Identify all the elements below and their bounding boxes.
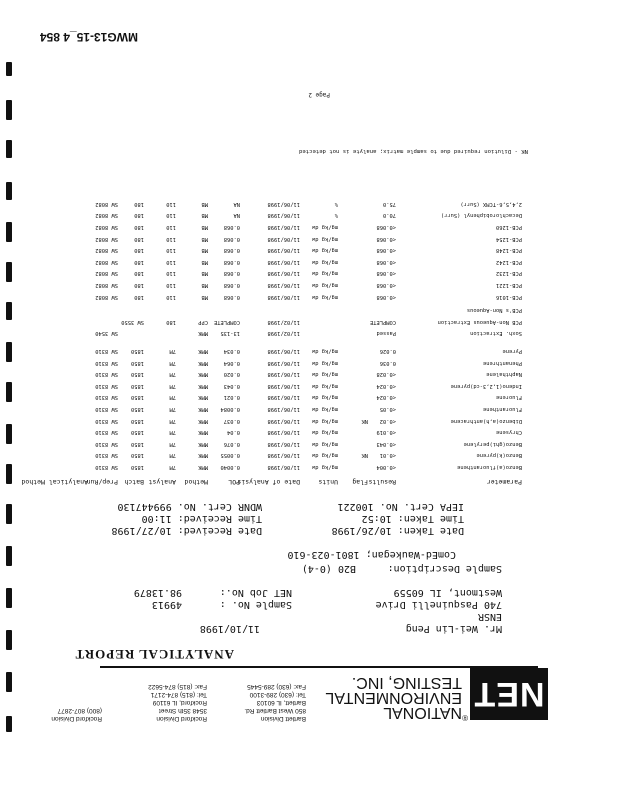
result-cell: MB <box>201 247 208 254</box>
wdnr-cert: WDNR Cert. No. 999447130 <box>117 501 262 512</box>
result-cell: mg/kg dw <box>312 258 338 265</box>
result-cell: MB <box>201 282 208 288</box>
result-cell: 11/06/1998 <box>267 293 300 300</box>
result-cell: SW 8310 <box>95 348 118 354</box>
result-cell: 7M <box>169 348 176 354</box>
parameter-cell: Fluorene <box>496 394 522 401</box>
result-cell: SW 3550 <box>121 318 144 325</box>
result-cell: SW 8082 <box>95 200 118 207</box>
result-cell: 70.0 <box>383 212 396 219</box>
result-cell: mg/kg dw <box>312 224 338 230</box>
result-cell: 11/06/1998 <box>267 382 300 389</box>
result-cell: mg/kg dw <box>312 270 338 277</box>
result-cell: mg/kg dw <box>312 247 338 254</box>
sample-description-value: B20 (0-4) <box>301 563 356 574</box>
result-cell: 0.034 <box>223 348 240 354</box>
result-cell: 11/06/1998 <box>267 452 300 459</box>
result-cell: <0.024 <box>376 394 396 401</box>
sample-description-label: Sample Description: <box>387 563 502 574</box>
result-cell: 180 <box>134 293 144 300</box>
division-toll-free: Rockford Division (800) 807-2877 <box>51 707 102 722</box>
result-cell: 11/06/1998 <box>267 212 300 219</box>
result-cell: 11/06/1998 <box>267 258 300 265</box>
result-cell: 110 <box>166 282 176 288</box>
result-cell: <0.019 <box>376 429 396 436</box>
date-received: Date Received: 10/27/1998 <box>111 525 262 536</box>
result-cell: 110 <box>166 200 176 207</box>
page-number: Page 2 <box>308 91 330 98</box>
result-cell: 0.068 <box>223 247 240 254</box>
result-cell: <0.068 <box>376 270 396 277</box>
iepa-cert: IEPA Cert. No. 100221 <box>337 501 464 512</box>
result-cell: SW 8310 <box>95 417 118 424</box>
scan-mark <box>6 424 12 444</box>
result-cell: 180 <box>134 212 144 219</box>
result-cell: SW 8082 <box>95 224 118 230</box>
result-cell: 7M <box>169 382 176 389</box>
result-cell: 180 <box>134 247 144 254</box>
scan-mark <box>6 222 12 242</box>
result-cell: NA <box>233 200 240 207</box>
result-cell: 11/06/1998 <box>267 429 300 436</box>
result-cell: mg/kg dw <box>312 371 338 378</box>
parameter-cell: Benzo(ghi)perylene <box>463 440 522 447</box>
result-cell: 7M <box>169 429 176 436</box>
result-cell: <0.068 <box>376 224 396 230</box>
result-cell: 180 <box>134 235 144 242</box>
result-cell: COMPLETE <box>370 318 396 325</box>
result-cell: MMK <box>198 371 208 378</box>
col-method: Method <box>184 478 208 486</box>
scan-mark <box>6 140 12 158</box>
time-taken: Time Taken: 10:52 <box>361 513 464 524</box>
result-cell: SW 8310 <box>95 429 118 436</box>
result-cell: 0.068 <box>223 282 240 288</box>
result-cell: 180 <box>134 282 144 288</box>
col-analytical-method: Analytical Method <box>21 478 88 486</box>
result-cell: MMK <box>198 359 208 366</box>
result-cell: % <box>334 212 338 219</box>
result-cell: NK <box>361 417 368 424</box>
result-cell: 1850 <box>131 417 144 424</box>
result-cell: mg/kg dw <box>312 282 338 288</box>
result-cell: 180 <box>134 224 144 230</box>
result-cell: mg/kg dw <box>312 464 338 470</box>
parameter-cell: Pyrene <box>502 348 522 354</box>
parameter-cell: PCB-1242 <box>496 258 522 265</box>
result-cell: 11/06/1998 <box>267 348 300 354</box>
result-cell: mg/kg dw <box>312 417 338 424</box>
result-cell: 180 <box>134 258 144 265</box>
parameter-cell: PCB-1248 <box>496 247 522 254</box>
result-cell: 11/06/1998 <box>267 371 300 378</box>
division-bartlett: Bartlett Division 850 West Bartlett Rd. Bartlett, IL 60103 Tel: (630) 289-3100 Fax: (630) 289-5445 <box>244 683 306 722</box>
result-cell: 1850 <box>131 429 144 436</box>
parameter-cell: Benzo(k)pyrene <box>476 452 522 459</box>
scan-mark <box>6 464 12 484</box>
parameter-cell: Decachlorobiphenyl (Surr) <box>440 212 522 219</box>
result-cell: 110 <box>166 247 176 254</box>
result-cell: 0.0055 <box>220 452 240 459</box>
result-cell: 13-135 <box>220 330 240 337</box>
date-taken: Date Taken: 10/26/1998 <box>331 525 464 536</box>
result-cell: 7M <box>169 440 176 447</box>
result-cell: mg/kg dw <box>312 359 338 366</box>
result-cell: mg/kg dw <box>312 440 338 447</box>
result-cell: 11/02/1998 <box>267 330 300 337</box>
result-cell: MMK <box>198 394 208 401</box>
parameter-cell: Dibenzo(a,h)anthracene <box>450 417 522 424</box>
client-name: Mr. Wei-Lin Peng <box>405 623 502 634</box>
result-cell: 0.068 <box>223 224 240 230</box>
job-no: 98.13879 <box>133 587 182 598</box>
result-cell: SW 3540 <box>95 330 118 337</box>
col-parameter: Parameter <box>486 478 522 486</box>
col-batch: Batch <box>124 478 144 486</box>
result-cell: 0.068 <box>223 293 240 300</box>
result-cell: MB <box>201 270 208 277</box>
result-cell: SW 8310 <box>95 464 118 470</box>
result-cell: 11/06/1998 <box>267 406 300 412</box>
result-cell: NK <box>361 452 368 459</box>
result-cell: 7M <box>169 394 176 401</box>
result-cell: SW 8310 <box>95 371 118 378</box>
result-cell: SW 8310 <box>95 382 118 389</box>
net-logo: NET <box>470 668 548 720</box>
result-cell: MB <box>201 200 208 207</box>
result-cell: MB <box>201 224 208 230</box>
result-cell: SW 8310 <box>95 452 118 459</box>
result-cell: 1850 <box>131 348 144 354</box>
sample-no-label: Sample No. : <box>219 599 292 610</box>
parameter-cell: PCB Non-Aqueous Extraction <box>437 318 522 325</box>
result-cell: SW 8082 <box>95 282 118 288</box>
result-cell: mg/kg dw <box>312 382 338 389</box>
result-cell: 7M <box>169 452 176 459</box>
scan-mark <box>6 382 12 402</box>
result-cell: 11/06/1998 <box>267 247 300 254</box>
result-cell: <0.024 <box>376 382 396 389</box>
result-cell: 1850 <box>131 452 144 459</box>
scan-mark <box>6 546 12 566</box>
result-cell: 11/06/1998 <box>267 270 300 277</box>
result-cell: mg/kg dw <box>312 348 338 354</box>
scan-mark <box>6 262 12 282</box>
result-cell: <0.068 <box>376 293 396 300</box>
result-cell: 1850 <box>131 371 144 378</box>
result-cell: MMK <box>198 330 208 337</box>
result-cell: 0.0040 <box>220 464 240 470</box>
result-cell: 0.068 <box>223 270 240 277</box>
result-cell: mg/kg dw <box>312 235 338 242</box>
col-analyst: Analyst <box>148 478 176 486</box>
bates-stamp: MWG13-15_4 854 <box>39 30 138 44</box>
result-cell: <0.068 <box>376 282 396 288</box>
col-units: Units <box>318 478 338 486</box>
result-cell: 0.043 <box>223 382 240 389</box>
result-cell: mg/kg dw <box>312 293 338 300</box>
result-cell: 11/06/1998 <box>267 224 300 230</box>
parameter-cell: PCB-1232 <box>496 270 522 277</box>
col-flag: Flag <box>352 478 368 486</box>
result-cell: 0.068 <box>223 258 240 265</box>
result-cell: 1850 <box>131 394 144 401</box>
scan-mark <box>6 100 12 120</box>
scan-mark <box>6 588 12 608</box>
result-cell: <0.01 <box>379 452 396 459</box>
result-cell: <0.068 <box>376 258 396 265</box>
result-cell: 7M <box>169 417 176 424</box>
result-cell: MB <box>201 258 208 265</box>
result-cell: MMK <box>198 429 208 436</box>
result-cell: 11/06/1998 <box>267 464 300 470</box>
scan-mark <box>6 630 12 650</box>
result-cell: 1850 <box>131 382 144 389</box>
letterhead-rule <box>100 666 538 668</box>
result-cell: MMK <box>198 464 208 470</box>
result-cell: MB <box>201 235 208 242</box>
result-cell: 11/06/1998 <box>267 235 300 242</box>
sample-description-site: ComEd-Waukegan; 1801-023-610 <box>287 549 456 560</box>
result-cell: NA <box>233 212 240 219</box>
result-cell: 7M <box>169 359 176 366</box>
result-cell: <0.068 <box>376 247 396 254</box>
result-cell: MMK <box>198 406 208 412</box>
result-cell: 0.026 <box>379 348 396 354</box>
scan-mark <box>6 504 12 524</box>
result-cell: 0.037 <box>223 417 240 424</box>
sample-no: 49913 <box>151 599 182 610</box>
result-cell: mg/kg dw <box>312 429 338 436</box>
parameter-cell: Soxh. Extraction <box>470 330 522 337</box>
result-cell: MMK <box>198 452 208 459</box>
result-cell: MMK <box>198 417 208 424</box>
result-cell: mg/kg dw <box>312 406 338 412</box>
result-cell: SW 8310 <box>95 406 118 412</box>
result-cell: <0.004 <box>376 464 396 470</box>
result-cell: SW 8310 <box>95 359 118 366</box>
result-cell: 0.021 <box>223 394 240 401</box>
client-company: ENSR <box>477 611 502 622</box>
result-cell: 0.064 <box>223 359 240 366</box>
col-results: Results <box>368 478 396 486</box>
parameter-cell: Chrysene <box>496 429 522 436</box>
result-cell: mg/kg dw <box>312 394 338 401</box>
parameter-cell: PCB-1254 <box>496 235 522 242</box>
result-cell: MMK <box>198 348 208 354</box>
report-date: 11/10/1998 <box>199 623 260 634</box>
result-cell: <0.043 <box>376 440 396 447</box>
client-city: Westmont, IL 60559 <box>393 587 502 598</box>
division-rockford: Rockford Division 3548 35th Street Rockford, IL 61109 Tel: (815) 874-2171 Fax: (815) 874-5622 <box>148 683 207 722</box>
company-name-line-2: ENVIRONMENTAL <box>325 689 462 706</box>
result-cell: 0.020 <box>223 371 240 378</box>
result-cell: COMPLETE <box>214 318 240 325</box>
scan-mark <box>6 716 12 732</box>
result-cell: SW 8310 <box>95 440 118 447</box>
result-cell: mg/kg dw <box>312 452 338 459</box>
result-cell: Passed <box>376 330 396 337</box>
result-cell: 11/06/1998 <box>267 440 300 447</box>
result-cell: <0.05 <box>379 406 396 412</box>
company-name-line-3: TESTING, INC. <box>351 674 462 691</box>
col-prep-run: Prep/Run <box>86 478 118 486</box>
parameter-cell: Indeno(1,2,3-cd)pyrene <box>450 382 522 389</box>
result-cell: MMK <box>198 382 208 389</box>
result-cell: SW 8082 <box>95 247 118 254</box>
result-cell: 0.076 <box>223 440 240 447</box>
result-cell: 7M <box>169 371 176 378</box>
scan-mark <box>6 672 12 692</box>
result-cell: 0.068 <box>223 235 240 242</box>
result-cell: 0.0084 <box>220 406 240 412</box>
result-cell: <0.02 <box>379 417 396 424</box>
result-cell: 110 <box>166 224 176 230</box>
result-cell: 180 <box>134 270 144 277</box>
result-cell: 1850 <box>131 440 144 447</box>
result-cell: <0.028 <box>376 371 396 378</box>
result-cell: MB <box>201 212 208 219</box>
parameter-cell: PCB-1260 <box>496 224 522 230</box>
result-cell: 110 <box>166 212 176 219</box>
result-cell: 1850 <box>131 406 144 412</box>
result-cell: 110 <box>166 258 176 265</box>
result-cell: 110 <box>166 270 176 277</box>
col-date-of-analysis: Date of Analysis <box>237 478 300 486</box>
result-cell: 11/06/1998 <box>267 200 300 207</box>
parameter-cell: PCB-1016 <box>496 293 522 300</box>
parameter-cell: Naphthalene <box>486 371 522 378</box>
company-name-line-1: NATIONAL <box>383 704 462 721</box>
result-cell: 75.0 <box>383 200 396 207</box>
result-cell: 11/02/1998 <box>267 318 300 325</box>
result-cell: 180 <box>134 200 144 207</box>
result-cell: 0.036 <box>379 359 396 366</box>
time-received: Time Received: 11:00 <box>141 513 262 524</box>
result-cell: 110 <box>166 235 176 242</box>
parameter-cell: Phenanthrene <box>483 359 522 366</box>
col-pql: POL <box>228 478 240 486</box>
result-cell: 7M <box>169 406 176 412</box>
job-no-label: NET Job No.: <box>219 587 292 598</box>
result-cell: 0.04 <box>227 429 240 436</box>
parameter-cell: Fluoranthene <box>483 406 522 412</box>
parameter-cell: PCB-1221 <box>496 282 522 288</box>
parameter-cell: PCB's Non-Aqueous <box>466 307 522 314</box>
parameter-cell: Benzo(a)fluoranthene <box>457 464 522 470</box>
result-cell: MMK <box>198 440 208 447</box>
result-cell: 1850 <box>131 464 144 470</box>
report-title: ANALYTICAL REPORT <box>74 647 234 662</box>
result-cell: 7M <box>169 464 176 470</box>
client-street: 740 Pasquinelli Drive <box>375 599 502 610</box>
scan-mark <box>6 302 12 320</box>
result-cell: % <box>334 200 338 207</box>
parameter-cell: 2,4,5,6-TCMX (Surr) <box>460 200 522 207</box>
result-cell: MB <box>201 293 208 300</box>
result-cell: SW 8082 <box>95 293 118 300</box>
result-cell: <0.068 <box>376 235 396 242</box>
result-cell: 11/06/1998 <box>267 359 300 366</box>
registered-mark: ® <box>462 713 468 722</box>
result-cell: SW 8082 <box>95 212 118 219</box>
result-cell: SW 8082 <box>95 258 118 265</box>
scan-mark <box>6 182 12 200</box>
result-cell: 11/06/1998 <box>267 417 300 424</box>
result-cell: 180 <box>166 318 176 325</box>
scan-mark <box>6 342 12 362</box>
result-cell: 1850 <box>131 359 144 366</box>
result-cell: SW 8082 <box>95 270 118 277</box>
result-cell: SW 8310 <box>95 394 118 401</box>
scan-mark <box>6 62 12 76</box>
result-cell: CPP <box>198 318 208 325</box>
footnote: NK - Dilution required due to sample matrix; analyte is not detected <box>298 148 528 154</box>
result-cell: SW 8082 <box>95 235 118 242</box>
result-cell: 110 <box>166 293 176 300</box>
result-cell: 11/06/1998 <box>267 282 300 288</box>
result-cell: 11/06/1998 <box>267 394 300 401</box>
